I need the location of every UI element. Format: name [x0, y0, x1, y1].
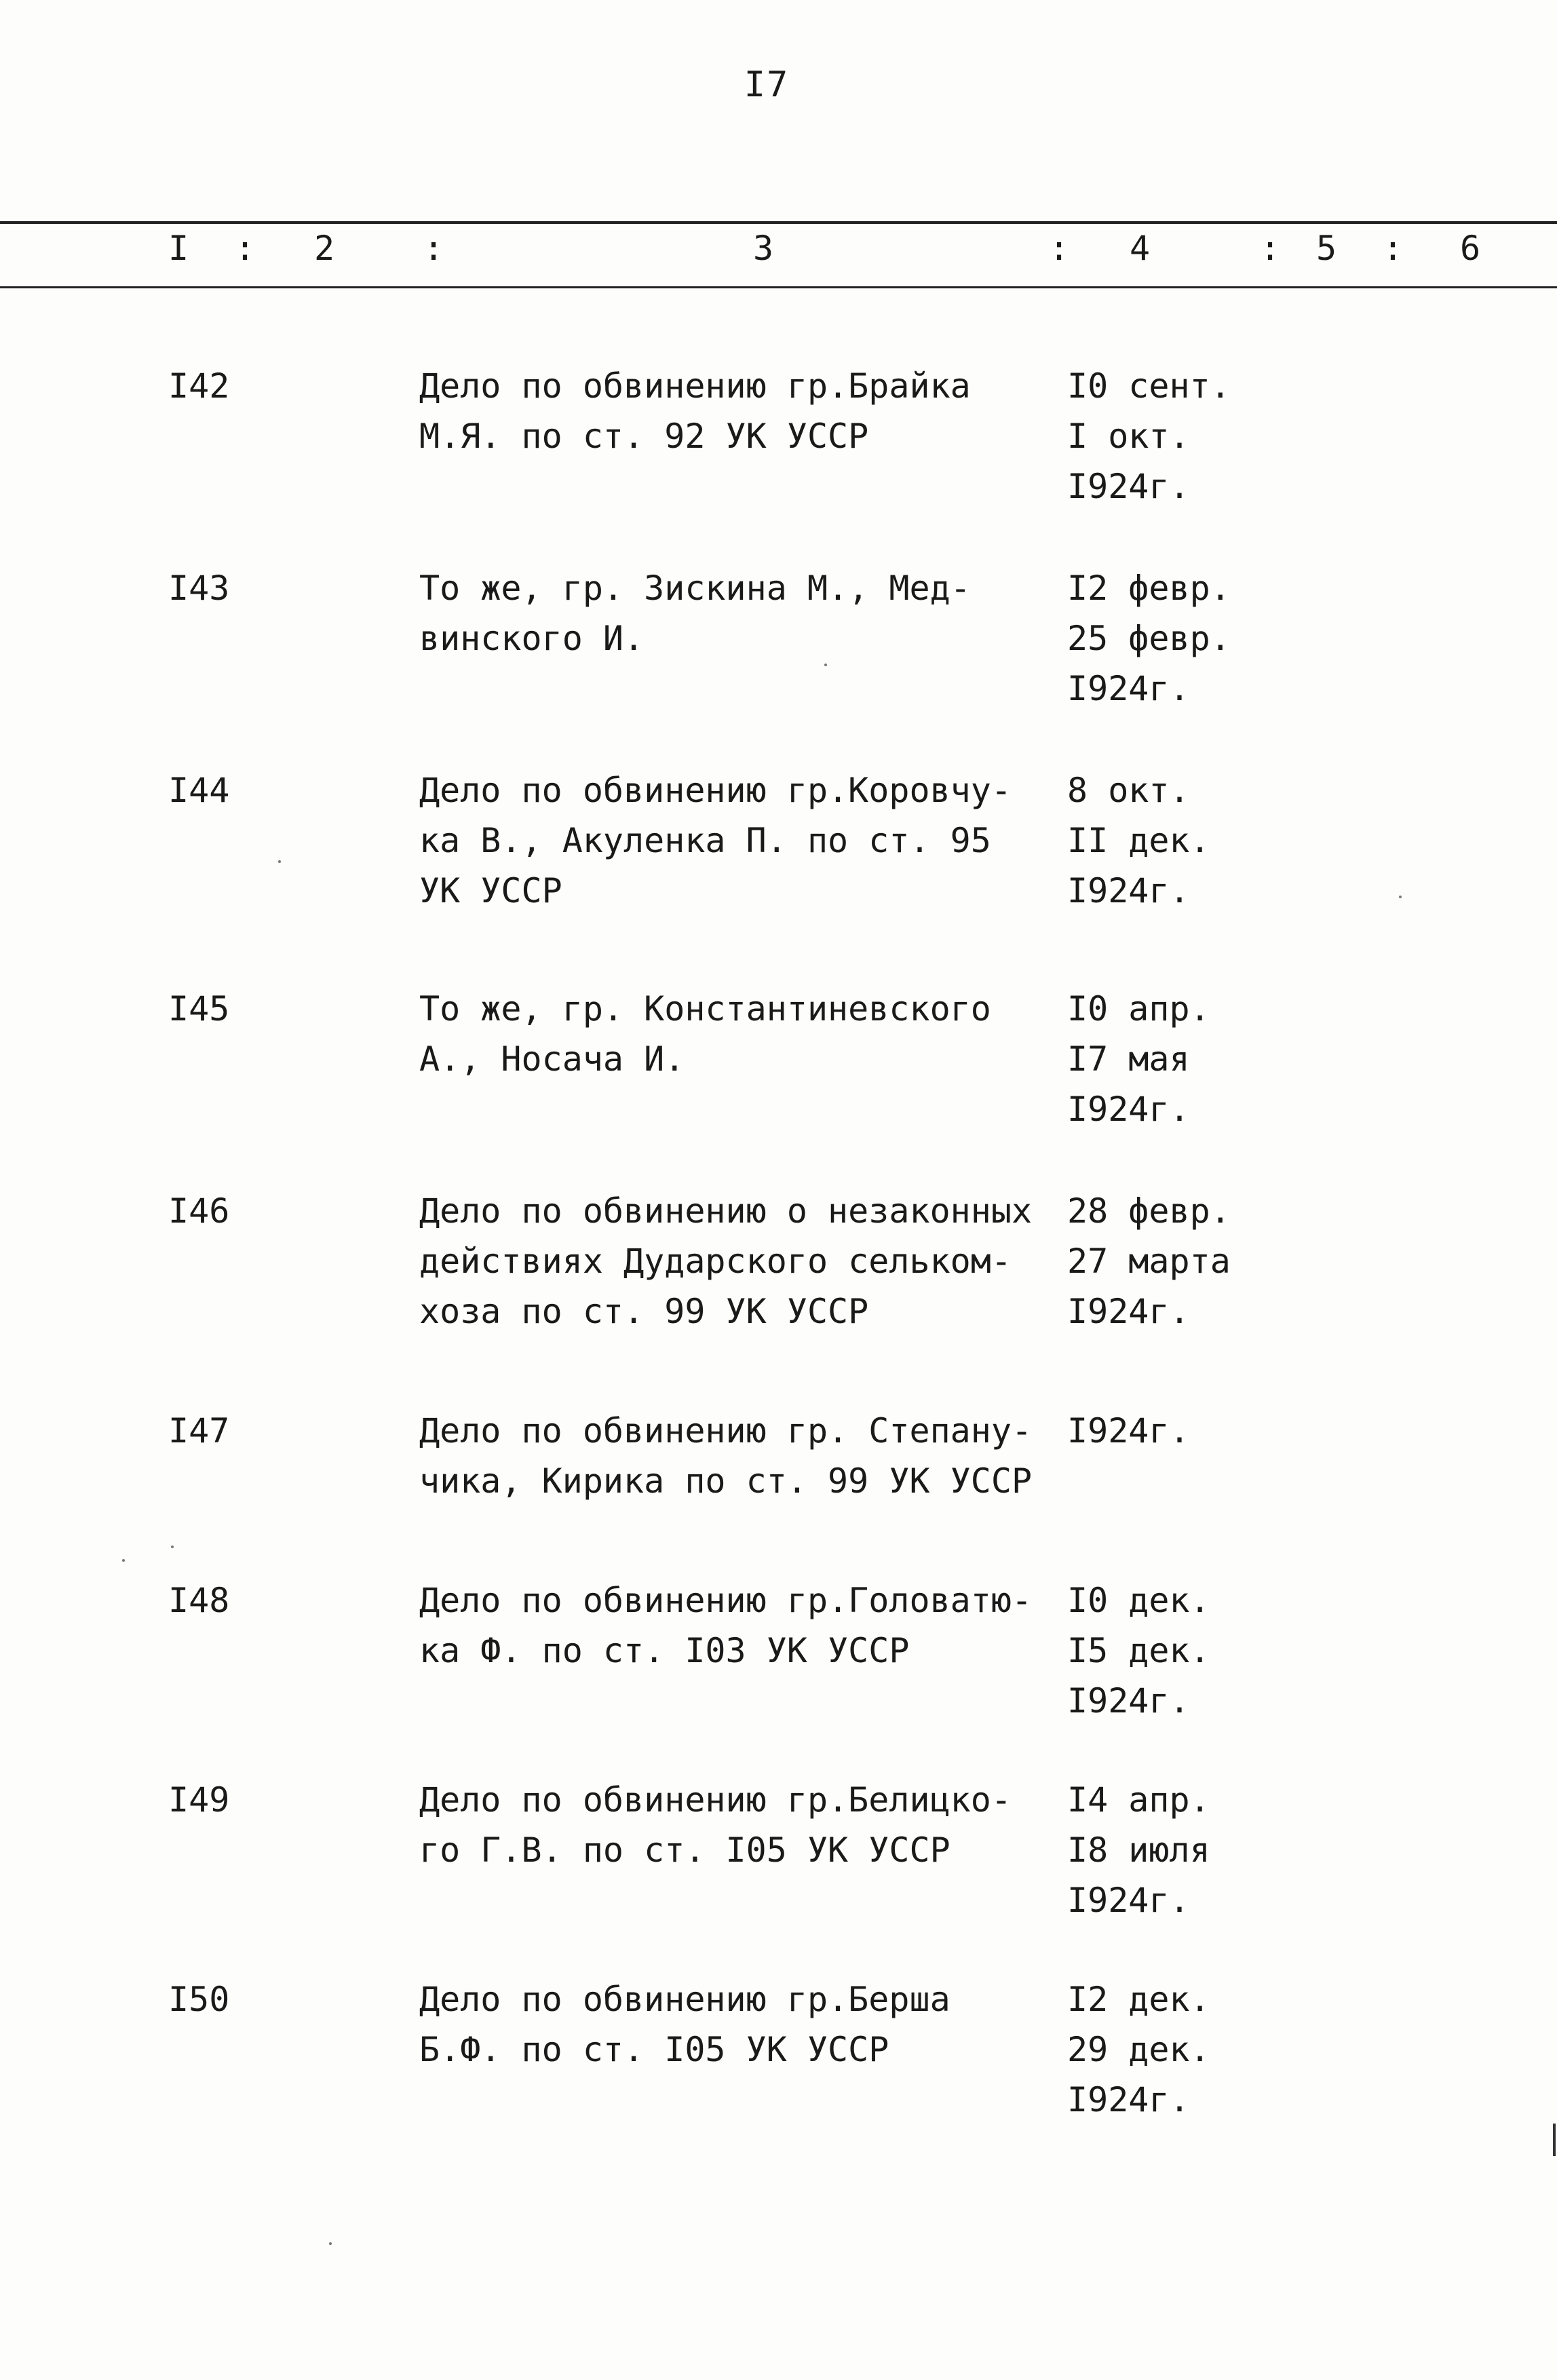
record-date-line: I924г.: [1067, 1090, 1190, 1129]
record-title-line: Б.Ф. по ст. I05 УК УССР: [419, 2030, 889, 2069]
record-title-line: Дело по обвинению гр.Белицко-: [419, 1780, 1012, 1820]
record-dates: [1067, 361, 1325, 512]
record-title: [419, 361, 1057, 461]
record-date-line: I0 сент.: [1067, 366, 1231, 406]
record-date-line: I4 апр.: [1067, 1780, 1210, 1820]
record-date-line: I924г.: [1067, 871, 1190, 910]
record-title-line: го Г.В. по ст. I05 УК УССР: [419, 1830, 950, 1870]
header-top-rule: [0, 221, 1557, 224]
header-col-4: 4: [1130, 229, 1151, 268]
header-col-3: 3: [753, 229, 774, 268]
record-title-line: Дело по обвинению о незаконных: [419, 1191, 1033, 1231]
header-col-5: 5: [1316, 229, 1337, 268]
record-dates: [1067, 1974, 1325, 2125]
header-bottom-rule: [0, 286, 1557, 288]
record-dates: [1067, 1186, 1325, 1337]
record-dates: [1067, 765, 1325, 916]
record-date-line: I2 дек.: [1067, 1980, 1210, 2019]
record-title-line: хоза по ст. 99 УК УССР: [419, 1292, 869, 1331]
record-number: I43: [168, 569, 230, 608]
record-number: I48: [168, 1581, 230, 1620]
record-date-line: I924г.: [1067, 1881, 1190, 1920]
record-title: [419, 1575, 1057, 1676]
record-title-line: А., Носача И.: [419, 1039, 685, 1079]
record-date-line: 29 дек.: [1067, 2030, 1210, 2069]
record-title: [419, 765, 1057, 916]
record-title: [419, 563, 1057, 664]
record-title: [419, 984, 1057, 1084]
record-title-line: чика, Кирика по ст. 99 УК УССР: [419, 1461, 1033, 1501]
scan-speck: [329, 2242, 332, 2245]
record-dates: [1067, 984, 1325, 1134]
header-separator-4: :: [1260, 229, 1281, 268]
record-date-line: I8 июля: [1067, 1830, 1210, 1870]
header-col-1: I: [168, 229, 189, 268]
record-title-line: То же, гр. Константиневского: [419, 989, 991, 1029]
record-title-line: То же, гр. Зискина М., Мед-: [419, 569, 971, 608]
header-separator-2: :: [423, 229, 444, 268]
record-date-line: I5 дек.: [1067, 1631, 1210, 1670]
record-date-line: I924г.: [1067, 467, 1190, 506]
header-separator-5: :: [1383, 229, 1404, 268]
record-title: [419, 1775, 1057, 1875]
record-title-line: Дело по обвинению гр.Берша: [419, 1980, 950, 2019]
record-date-line: II дек.: [1067, 821, 1210, 860]
record-date-line: I924г.: [1067, 1292, 1190, 1331]
record-number: I49: [168, 1780, 230, 1820]
record-date-line: I0 дек.: [1067, 1581, 1210, 1620]
record-title: [419, 1186, 1057, 1337]
record-dates: [1067, 1575, 1325, 1726]
scan-speck: [1399, 896, 1402, 898]
record-dates: [1067, 1775, 1325, 1925]
record-title-line: действиях Дударского сельком-: [419, 1242, 1012, 1281]
scan-speck: [824, 664, 827, 666]
record-title-line: Дело по обвинению гр.Коровчу-: [419, 771, 1012, 810]
record-title-line: ка Ф. по ст. I03 УК УССР: [419, 1631, 910, 1670]
scan-speck: [171, 1546, 174, 1548]
record-date-line: I окт.: [1067, 417, 1190, 456]
record-number: I42: [168, 366, 230, 406]
record-title-line: УК УССР: [419, 871, 562, 910]
header-separator-1: :: [235, 229, 256, 268]
record-date-line: I924г.: [1067, 2080, 1190, 2119]
record-date-line: I924г.: [1067, 1411, 1190, 1451]
header-col-6: 6: [1460, 229, 1481, 268]
record-title-line: Дело по обвинению гр. Степану-: [419, 1411, 1033, 1451]
record-title: [419, 1974, 1057, 2075]
record-number: I45: [168, 989, 230, 1029]
record-title: [419, 1406, 1057, 1506]
scan-speck: [278, 860, 281, 863]
record-dates: [1067, 1406, 1325, 1456]
record-number: I50: [168, 1980, 230, 2019]
record-number: I47: [168, 1411, 230, 1451]
record-title-line: винского И.: [419, 619, 645, 658]
record-date-line: 28 февр.: [1067, 1191, 1231, 1231]
header-col-2: 2: [314, 229, 335, 268]
record-date-line: 8 окт.: [1067, 771, 1190, 810]
record-date-line: I924г.: [1067, 1681, 1190, 1721]
record-date-line: I2 февр.: [1067, 569, 1231, 608]
record-date-line: 25 февр.: [1067, 619, 1231, 658]
record-title-line: М.Я. по ст. 92 УК УССР: [419, 417, 869, 456]
scan-edge-mark: [1553, 2124, 1556, 2156]
record-number: I46: [168, 1191, 230, 1231]
record-date-line: I0 апр.: [1067, 989, 1210, 1029]
record-dates: [1067, 563, 1325, 714]
record-title-line: ка В., Акуленка П. по ст. 95: [419, 821, 991, 860]
record-title-line: Дело по обвинению гр.Брайка: [419, 366, 971, 406]
record-number: I44: [168, 771, 230, 810]
record-title-line: Дело по обвинению гр.Головатю-: [419, 1581, 1033, 1620]
page-number: I7: [744, 64, 790, 105]
header-separator-3: :: [1049, 229, 1070, 268]
scan-speck: [122, 1559, 125, 1562]
record-date-line: I7 мая: [1067, 1039, 1190, 1079]
record-date-line: 27 марта: [1067, 1242, 1231, 1281]
record-date-line: I924г.: [1067, 669, 1190, 708]
